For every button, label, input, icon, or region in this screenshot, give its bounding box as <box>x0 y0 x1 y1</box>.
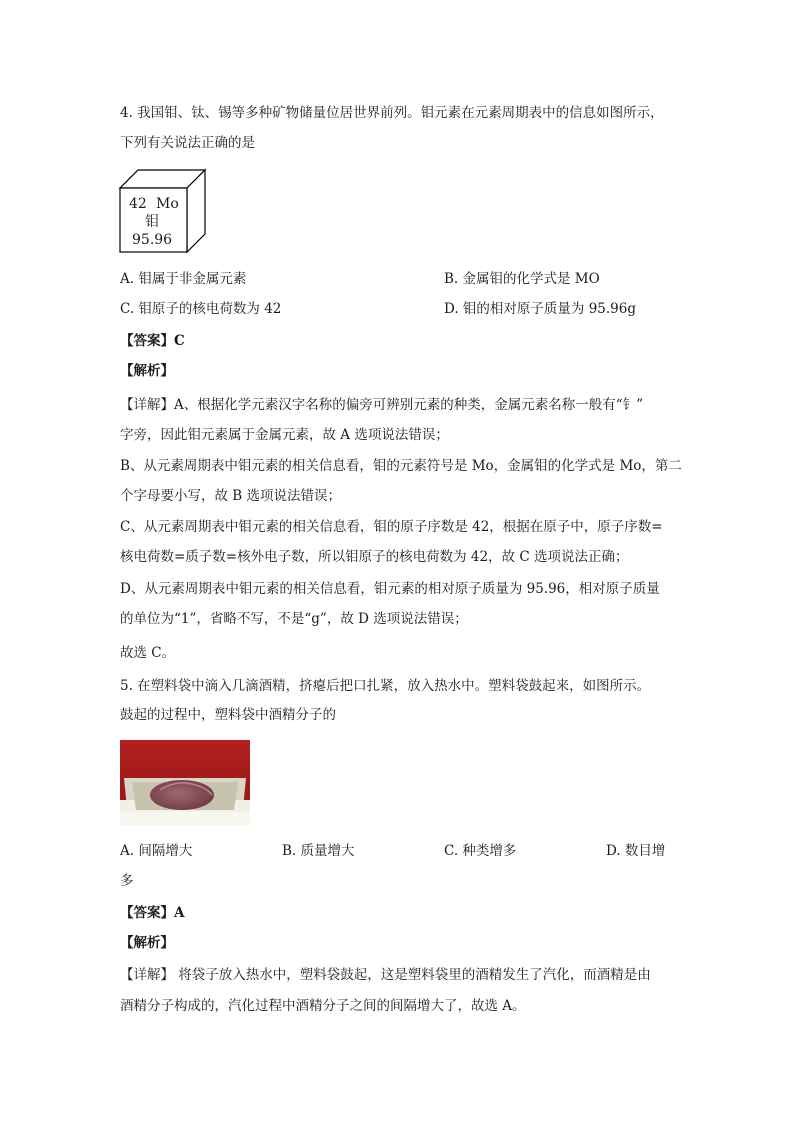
q5-analysis-heading: 【解析】 <box>120 935 174 951</box>
q5-detail-line: 【详解】 将袋子放入热水中，塑料袋鼓起，这是塑料袋里的酒精发生了汽化，而酒精是由 <box>120 967 651 983</box>
element-atomic-number: 42 <box>129 196 147 212</box>
q5-option-d-wrap: 多 <box>120 873 134 889</box>
q5-option-b: B. 质量增大 <box>282 843 355 859</box>
q4-answer: 【答案】C <box>120 333 185 349</box>
q4-stem-line2: 下列有关说法正确的是 <box>120 135 255 151</box>
element-card-figure <box>118 168 208 254</box>
q5-stem-line2: 鼓起的过程中，塑料袋中酒精分子的 <box>120 707 336 723</box>
q4-analysis-heading: 【解析】 <box>120 363 174 379</box>
q4-option-d: D. 钼的相对原子质量为 95.96g <box>444 301 637 317</box>
plastic-bag-photo <box>120 740 250 825</box>
q5-answer: 【答案】A <box>120 905 185 921</box>
element-symbol: Mo <box>156 196 179 212</box>
q5-detail-line: 酒精分子构成的，汽化过程中酒精分子之间的间隔增大了，故选 A。 <box>120 998 526 1014</box>
element-name: 钼 <box>145 214 159 230</box>
q5-option-a: A. 间隔增大 <box>120 843 193 859</box>
q4-stem-line1: 4. 我国钼、钛、锡等多种矿物储量位居世界前列。钼元素在元素周期表中的信息如图所示， <box>120 105 664 121</box>
q4-option-b: B. 金属钼的化学式是 MO <box>444 271 600 287</box>
q5-stem-line1: 5. 在塑料袋中滴入几滴酒精，挤瘪后把口扎紧，放入热水中。塑料袋鼓起来，如图所示。 <box>120 678 651 694</box>
element-atomic-mass: 95.96 <box>132 232 173 248</box>
q5-option-d: D. 数目增 <box>606 843 666 859</box>
q4-detail-line: 个字母要小写，故 B 选项说法错误； <box>120 488 342 504</box>
q4-detail-line: 【详解】A、根据化学元素汉字名称的偏旁可辨别元素的种类，金属元素名称一般有“钅” <box>120 397 644 413</box>
q4-option-c: C. 钼原子的核电荷数为 42 <box>120 301 282 317</box>
q4-detail-line: C、从元素周期表中钼元素的相关信息看，钼的原子序数是 42，根据在原子中，原子序数= <box>120 519 663 535</box>
q5-option-c: C. 种类增多 <box>444 843 517 859</box>
q4-option-a: A. 钼属于非金属元素 <box>120 271 247 287</box>
q4-detail-line: 核电荷数=质子数=核外电子数，所以钼原子的核电荷数为 42，故 C 选项说法正确； <box>120 549 629 565</box>
q4-detail-line: B、从元素周期表中钼元素的相关信息看，钼的元素符号是 Mo，金属钼的化学式是 Mo，第二 <box>120 458 682 474</box>
q4-detail-line: 的单位为“1”，省略不写，不是“g”，故 D 选项说法错误； <box>120 611 468 627</box>
plastic-bag-photo-illustration <box>120 740 250 825</box>
q4-conclusion: 故选 C。 <box>120 645 176 661</box>
q4-detail-line: 字旁，因此钼元素属于金属元素，故 A 选项说法错误； <box>120 427 449 443</box>
q4-detail-line: D、从元素周期表中钼元素的相关信息看，钼元素的相对原子质量为 95.96，相对原子质量 <box>120 581 660 597</box>
